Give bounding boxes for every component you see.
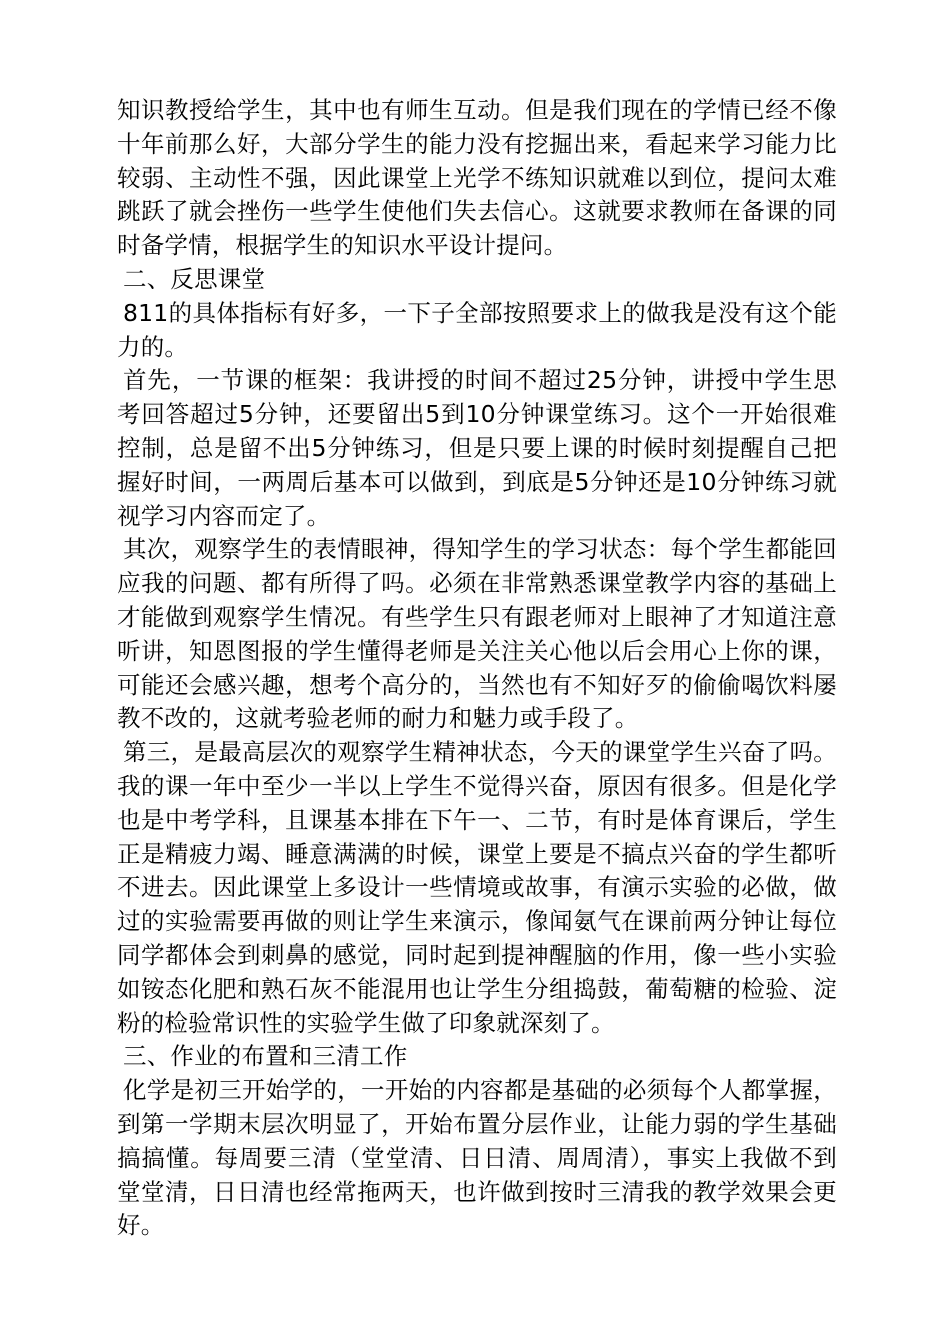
paragraph-homework: 化学是初三开始学的，一开始的内容都是基础的必须每个人都掌握，到第一学期末层次明显了，开始布置分层作业，让能力弱的学生基础搞搞懂。每周要三清（堂堂清、日日清、周周清），事实上我做不到堂堂清，日日清也经常拖两天，也许做到按时三清我的教学效果会更好。 (117, 1076, 837, 1240)
paragraph-third: 第三，是最高层次的观察学生精神状态，今天的课堂学生兴奋了吗。我的课一年中至少一半以上学生不觉得兴奋，原因有很多。但是化学也是中考学科，且课基本排在下午一、二节，有时是体育课后，学生正是精疲力竭、睡意满满的时候，课堂上要是不搞点兴奋的学生都听不进去。因此课堂上多设计一些情境或故事，有演示实验的必做，做过的实验需要再做的则让学生来演示，像闻氨气在课前两分钟让每位同学都体会到刺鼻的感觉，同时起到提神醒脑的作用，像一些小实验如铵态化肥和熟石灰不能混用也让学生分组捣鼓，葡萄糖的检验、淀粉的检验常识性的实验学生做了印象就深刻了。 (117, 738, 837, 1037)
paragraph-1: 知识教授给学生，其中也有师生互动。但是我们现在的学情已经不像十年前那么好，大部分学生的能力没有挖掘出来，看起来学习能力比较弱、主动性不强，因此课堂上光学不练知识就难以到位，提问太难跳跃了就会挫伤一些学生使他们失去信心。这就要求教师在备课的同时备学情，根据学生的知识水平设计提问。 (117, 96, 837, 260)
document-body (117, 94, 837, 1243)
paragraph-first: 首先，一节课的框架：我讲授的时间不超过25分钟，讲授中学生思考回答超过5分钟，还要留出5到10分钟课堂练习。这个一开始很难控制，总是留不出5分钟练习，但是只要上课的时候时刻提醒自己把握好时间，一两周后基本可以做到，到底是5分钟还是10分钟练习就视学习内容而定了。 (117, 366, 837, 530)
paragraph-second: 其次，观察学生的表情眼神，得知学生的学习状态：每个学生都能回应我的问题、都有所得了吗。必须在非常熟悉课堂教学内容的基础上才能做到观察学生情况。有些学生只有跟老师对上眼神了才知道注意听讲，知恩图报的学生懂得老师是关注关心他以后会用心上你的课，可能还会感兴趣，想考个高分的，当然也有不知好歹的偷偷喝饮料屡教不改的，这就考验老师的耐力和魅力或手段了。 (117, 535, 837, 733)
section-heading-homework: 三、作业的布置和三清工作 (123, 1042, 408, 1071)
section-heading-reflect-classroom: 二、反思课堂 (123, 264, 266, 293)
paragraph-811: 811的具体指标有好多，一下子全部按照要求上的做我是没有这个能力的。 (117, 298, 837, 361)
